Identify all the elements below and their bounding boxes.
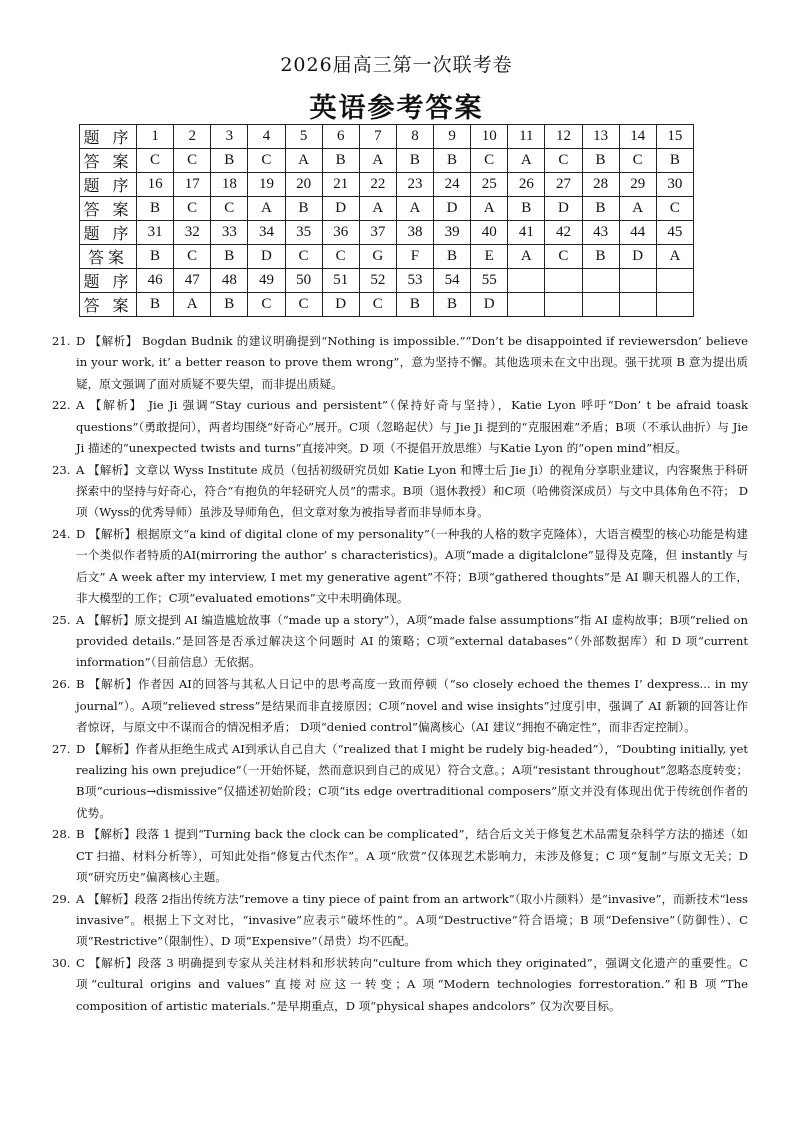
- explanation-item: [52, 395, 748, 459]
- explanation-item: [52, 331, 748, 395]
- table-cell: 55: [471, 269, 508, 293]
- table-cell: B: [582, 245, 619, 269]
- table-cell: 46: [137, 269, 174, 293]
- table-cell: 51: [322, 269, 359, 293]
- table-cell: 11: [508, 125, 545, 149]
- table-cell: [582, 269, 619, 293]
- table-cell: 30: [656, 173, 693, 197]
- table-cell: B: [211, 293, 248, 317]
- explanation-text: B 【解析】段落 1 提到“Turning back the clock can be complicated”，结合后文关于修复艺术品需复杂科学方法的描述（如 CT 扫描、材料分析等），可知此处指“修复古代杰作”。A 项“欣赏”仅体现艺术影响力，未涉及修复；C 项“复制”与原文无关；D 项“研究历史”偏离核心主题。: [76, 827, 748, 884]
- document-title: 英语参考答案: [309, 93, 484, 124]
- explanation-item: [52, 674, 748, 738]
- table-cell: B: [434, 149, 471, 173]
- table-cell: 52: [359, 269, 396, 293]
- table-cell: A: [656, 245, 693, 269]
- table-cell: D: [545, 197, 582, 221]
- table-cell: D: [322, 293, 359, 317]
- table-cell: A: [359, 197, 396, 221]
- table-cell: 42: [545, 221, 582, 245]
- explanations-list: [52, 331, 748, 1018]
- explanation-text: B 【解析】作者因 AI的回答与其私人日记中的思考高度一致而停顿（“so closely echoed the themes I’ dexpress... in my journal”）。A项“relieved stress”是结果而非直接原因；C项“novel and wise insights”过度引申，强调了 AI 新颖的回答让作者惊讶，与原文中不谋而合的情况相矛盾； D项“denied control”偏离核心（AI 建议“拥抱不确定性”，而非否定控制）。: [76, 677, 748, 734]
- explanation-number: 29.: [52, 891, 71, 906]
- table-cell: [656, 293, 693, 317]
- table-cell: 25: [471, 173, 508, 197]
- table-cell: 18: [211, 173, 248, 197]
- table-cell: 23: [396, 173, 433, 197]
- table-cell: [508, 293, 545, 317]
- table-cell: C: [174, 245, 211, 269]
- row-label: 答 案: [80, 197, 137, 221]
- table-cell: [508, 269, 545, 293]
- explanation-number: 27.: [52, 741, 71, 756]
- table-cell: 19: [248, 173, 285, 197]
- table-cell: C: [545, 245, 582, 269]
- table-cell: 31: [137, 221, 174, 245]
- row-label: 答 案: [80, 293, 137, 317]
- table-cell: B: [211, 245, 248, 269]
- table-cell: 10: [471, 125, 508, 149]
- table-cell: 13: [582, 125, 619, 149]
- table-cell: 39: [434, 221, 471, 245]
- explanation-number: 28.: [52, 827, 71, 842]
- table-cell: [545, 269, 582, 293]
- table-cell: 33: [211, 221, 248, 245]
- table-cell: C: [471, 149, 508, 173]
- table-cell: C: [248, 293, 285, 317]
- table-cell: 24: [434, 173, 471, 197]
- explanation-item: [52, 524, 748, 609]
- table-cell: 2: [174, 125, 211, 149]
- table-cell: A: [285, 149, 322, 173]
- row-label: 题 序: [80, 269, 137, 293]
- table-cell: 53: [396, 269, 433, 293]
- table-cell: C: [248, 149, 285, 173]
- table-cell: G: [359, 245, 396, 269]
- explanation-item: [52, 460, 748, 524]
- explanation-item: [52, 739, 748, 824]
- table-cell: 50: [285, 269, 322, 293]
- explanation-text: A 【解析】 Jie Ji 强调“Stay curious and persistent”（保持好奇与坚持），Katie Lyon 呼吁“Don’ t be afraid toask questions”（勇敢提问），两者均围绕“好奇心”展开。C项（忽略起伏）与 Jie Ji 提到的“克服困难”矛盾；B项（不承认曲折）与 Jie Ji 描述的“unexpected twists and turns”直接冲突。D 项（不提倡开放思维）与Katie Lyon 的“open mind”相反。: [76, 398, 748, 455]
- table-cell: 16: [137, 173, 174, 197]
- table-cell: B: [434, 245, 471, 269]
- table-cell: 34: [248, 221, 285, 245]
- table-cell: C: [174, 149, 211, 173]
- table-cell: B: [508, 197, 545, 221]
- table-cell: C: [359, 293, 396, 317]
- explanation-number: 26.: [52, 677, 71, 692]
- table-cell: 4: [248, 125, 285, 149]
- explanation-number: 23.: [52, 462, 71, 477]
- explanation-number: 30.: [52, 956, 71, 971]
- table-cell: [656, 269, 693, 293]
- table-cell: [619, 293, 656, 317]
- explanation-text: A 【解析】段落 2指出传统方法“remove a tiny piece of paint from an artwork”（取小片颜料）是“invasive”，而新技术“less invasive”。根据上下文对比，“invasive”应表示“破坏性的”。A项“Destructive”符合语境；B 项“Defensive”（防御性）、C 项“Restrictive”（限制性）、D 项“Expensive”（昂贵）均不匹配。: [76, 891, 748, 949]
- explanation-number: 25.: [52, 612, 71, 627]
- table-cell: F: [396, 245, 433, 269]
- answer-table: [79, 124, 694, 317]
- table-cell: 9: [434, 125, 471, 149]
- table-row: [80, 149, 694, 173]
- table-cell: 21: [322, 173, 359, 197]
- table-cell: 17: [174, 173, 211, 197]
- row-label: 题 序: [80, 173, 137, 197]
- explanation-item: [52, 889, 748, 953]
- table-cell: B: [434, 293, 471, 317]
- table-cell: B: [137, 245, 174, 269]
- explanation-text: D 【解析】 Bogdan Budnik 的建议明确提到“Nothing is impossible.”“Don’t be disappointed if reviewersdon’ believe in your work, it’ a better reason to prove them wrong”，意为坚持不懈。其他选项未在文中出现。强干扰项 B 意为提出质疑，原文强调了面对质疑不要失望，而非提出质疑。: [76, 334, 748, 391]
- table-cell: C: [285, 245, 322, 269]
- table-cell: A: [248, 197, 285, 221]
- table-cell: B: [137, 293, 174, 317]
- table-cell: 3: [211, 125, 248, 149]
- table-cell: A: [508, 245, 545, 269]
- table-cell: [619, 269, 656, 293]
- row-label: 题 序: [80, 221, 137, 245]
- table-cell: 22: [359, 173, 396, 197]
- table-cell: 27: [545, 173, 582, 197]
- table-cell: 8: [396, 125, 433, 149]
- table-row: [80, 173, 694, 197]
- explanation-item: [52, 953, 748, 1017]
- table-cell: B: [656, 149, 693, 173]
- table-cell: D: [471, 293, 508, 317]
- table-cell: 37: [359, 221, 396, 245]
- table-cell: 1: [137, 125, 174, 149]
- explanation-number: 22.: [52, 398, 71, 413]
- table-cell: C: [656, 197, 693, 221]
- table-cell: C: [619, 149, 656, 173]
- table-cell: C: [137, 149, 174, 173]
- table-cell: B: [582, 149, 619, 173]
- explanation-text: A 【解析】文章以 Wyss Institute 成员（包括初级研究员如 Katie Lyon 和博士后 Jie Ji）的视角分享职业建议，内容聚焦于科研探索中的坚持与好奇心，符合“有抱负的年轻研究人员”的需求。B项（退休教授）和C项（哈佛资深成员）与文中具体角色不符； D项（Wyss的优秀导师）虽涉及导师角色，但文章对象为被指导者而非导师本身。: [76, 462, 748, 520]
- table-cell: 7: [359, 125, 396, 149]
- table-cell: 49: [248, 269, 285, 293]
- row-label: 题 序: [80, 125, 137, 149]
- table-cell: 26: [508, 173, 545, 197]
- row-label: 答 案: [80, 149, 137, 173]
- table-cell: B: [137, 197, 174, 221]
- table-cell: 40: [471, 221, 508, 245]
- table-cell: B: [396, 149, 433, 173]
- table-cell: 54: [434, 269, 471, 293]
- table-cell: 48: [211, 269, 248, 293]
- table-cell: 44: [619, 221, 656, 245]
- exam-title: 2026届高三第一次联考卷: [280, 54, 513, 76]
- table-cell: D: [619, 245, 656, 269]
- table-cell: 41: [508, 221, 545, 245]
- explanation-text: D 【解析】根据原文“a kind of digital clone of my personality”（一种我的人格的数字克隆体），大语言模型的核心功能是构建一个类似作者特质的AI(mirroring the author’ s characteristics)。A项“made a digitalclone”显得及克隆，但 instantly 与后文” A week after my interview, I met my generative agent”不符；B项“gathered thoughts”是 AI 聊天机器人的工作，非大模型的工作；C项“evaluated emotions”文中未明确体现。: [76, 527, 748, 606]
- table-cell: 47: [174, 269, 211, 293]
- table-row: [80, 125, 694, 149]
- table-cell: A: [174, 293, 211, 317]
- table-cell: 5: [285, 125, 322, 149]
- table-cell: 29: [619, 173, 656, 197]
- table-row: [80, 221, 694, 245]
- table-cell: C: [322, 245, 359, 269]
- table-cell: A: [359, 149, 396, 173]
- explanation-text: C 【解析】段落 3 明确提到专家从关注材料和形状转向“culture from which they originated”，强调文化遗产的重要性。C 项“cultural origins and values”直接对应这一转变；A 项“Modern technologies forrestoration.”和B 项“The composition of artistic materials.”是早期重点，D 项“physical shapes andcolors” 仅为次要目标。: [76, 956, 748, 1013]
- explanation-text: D 【解析】作者从拒绝生成式 AI到承认自己自大（“realized that I might be rudely big-headed”），“Doubting initially, yet realizing his own prejudice”（一开始怀疑，然而意识到自己的成见）符合文意。；A项“resistant throughout”忽略态度转变；B项“curious→dismissive”仅描述初始阶段；C项“its edge overtraditional composers”原文并没有体现出优于传统创作者的优势。: [76, 741, 748, 820]
- table-cell: 14: [619, 125, 656, 149]
- table-row: [80, 197, 694, 221]
- explanation-item: [52, 610, 748, 674]
- table-cell: 20: [285, 173, 322, 197]
- table-cell: 38: [396, 221, 433, 245]
- row-label: 答案: [80, 245, 137, 269]
- table-cell: B: [285, 197, 322, 221]
- table-cell: C: [545, 149, 582, 173]
- table-cell: D: [248, 245, 285, 269]
- explanation-number: 24.: [52, 527, 71, 542]
- table-cell: B: [396, 293, 433, 317]
- table-cell: 35: [285, 221, 322, 245]
- table-cell: 45: [656, 221, 693, 245]
- explanation-text: A 【解析】原文提到 AI 编造尴尬故事（“made up a story”），A项“made false assumptions”指 AI 虚构故事；B项“relied on provided details.”是回答是否承过解决这个问题时 AI 的策略；C项“external databases”（外部数据库）和 D 项“current information”（目前信息）无依据。: [76, 612, 748, 670]
- table-cell: B: [582, 197, 619, 221]
- table-cell: A: [471, 197, 508, 221]
- table-cell: E: [471, 245, 508, 269]
- table-row: [80, 269, 694, 293]
- table-cell: 12: [545, 125, 582, 149]
- table-cell: C: [211, 197, 248, 221]
- table-cell: 43: [582, 221, 619, 245]
- table-cell: C: [174, 197, 211, 221]
- table-cell: 6: [322, 125, 359, 149]
- table-cell: 15: [656, 125, 693, 149]
- table-cell: B: [211, 149, 248, 173]
- table-cell: D: [322, 197, 359, 221]
- table-cell: 36: [322, 221, 359, 245]
- table-cell: A: [508, 149, 545, 173]
- table-cell: A: [619, 197, 656, 221]
- table-row: [80, 245, 694, 269]
- table-cell: B: [322, 149, 359, 173]
- table-cell: 32: [174, 221, 211, 245]
- explanation-item: [52, 824, 748, 888]
- table-cell: A: [396, 197, 433, 221]
- table-cell: C: [285, 293, 322, 317]
- table-cell: [582, 293, 619, 317]
- table-row: [80, 293, 694, 317]
- table-cell: 28: [582, 173, 619, 197]
- table-cell: [545, 293, 582, 317]
- explanation-number: 21.: [52, 334, 71, 348]
- table-cell: D: [434, 197, 471, 221]
